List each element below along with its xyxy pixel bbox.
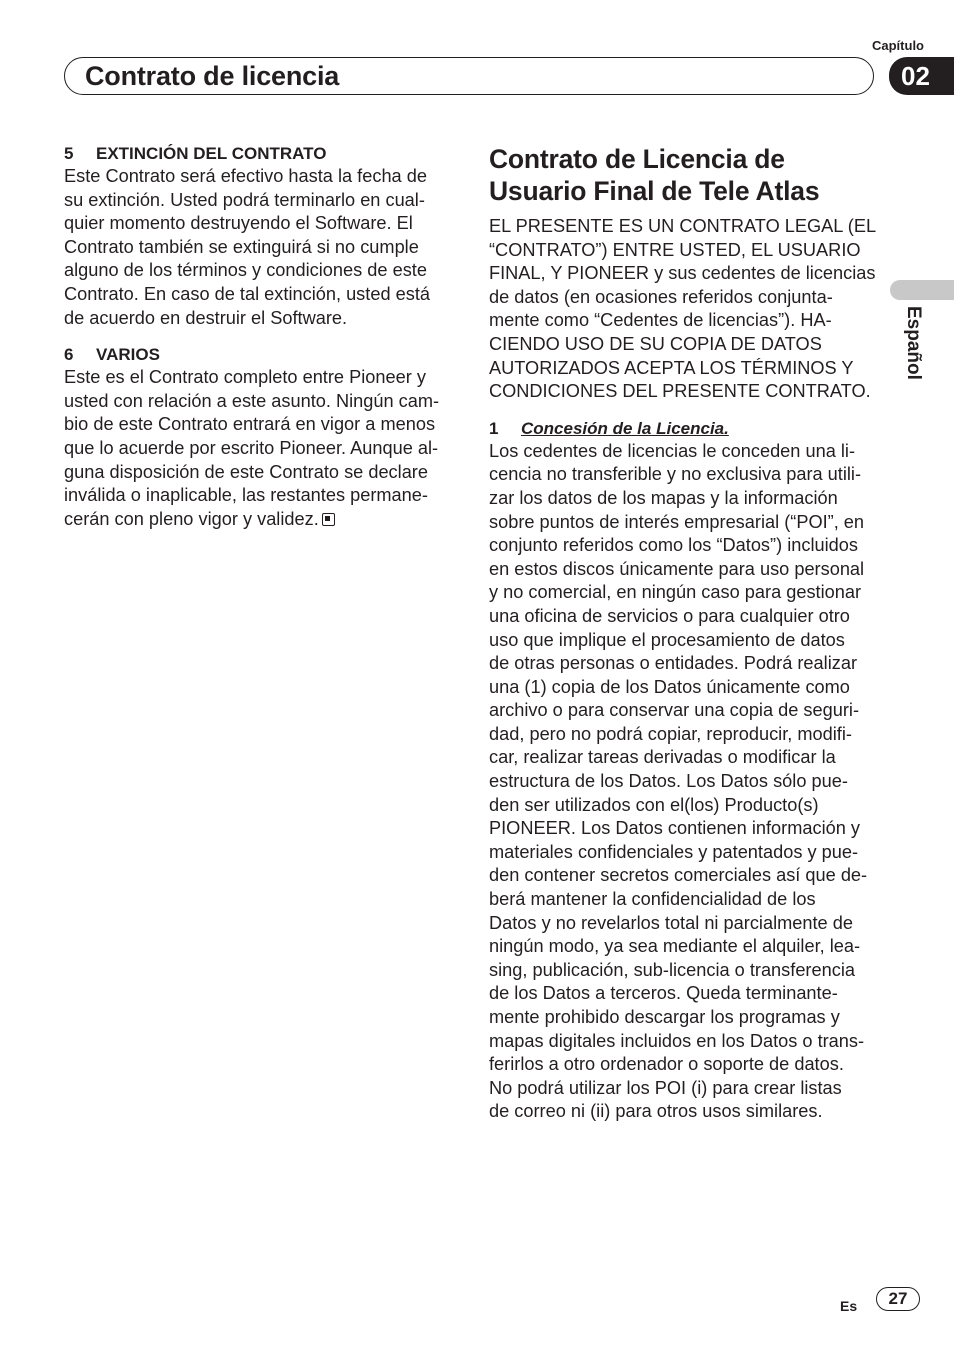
text-line: Este Contrato será efectivo hasta la fecha de <box>64 166 427 186</box>
text-line: CIENDO USO DE SU COPIA DE DATOS <box>489 333 822 354</box>
language-tab-marker <box>890 280 954 300</box>
section-title: EXTINCIÓN DEL CONTRATO <box>96 144 327 163</box>
chapter-number-badge: 02 <box>889 57 954 95</box>
section-1-heading <box>489 418 881 440</box>
text-line: alguno de los términos y condiciones de este <box>64 260 427 281</box>
language-tab-label: Español <box>903 306 924 380</box>
text-line: Contrato. En caso de tal extinción, usted está <box>64 283 430 304</box>
text-line: en estos discos únicamente para uso personal <box>489 558 865 579</box>
text-line: que lo acuerde por escrito Pioneer. Aunque al- <box>64 437 439 458</box>
text-line: uso que implique el procesamiento de datos <box>489 629 845 650</box>
text-line: berá mantener la confidencialidad de los <box>489 889 816 910</box>
text-line: AUTORIZADOS ACEPTA LOS TÉRMINOS Y <box>489 357 854 378</box>
text-line: inválida o inaplicable, las restantes permane- <box>64 485 428 506</box>
text-line: No podrá utilizar los POI (i) para crear listas <box>489 1077 842 1098</box>
page-number: 27 <box>876 1287 920 1311</box>
section-number: 1 <box>489 418 499 438</box>
text-line: de otras personas o entidades. Podrá realizar <box>489 653 858 674</box>
text-line: EL PRESENTE ES UN CONTRATO LEGAL (EL <box>489 216 877 236</box>
text-line: quier momento destruyendo el Software. El <box>64 213 413 234</box>
footer-language-code: Es <box>840 1298 858 1314</box>
text-line: bio de este Contrato entrará en vigor a menos <box>64 414 436 435</box>
page-title: Contrato de licencia <box>85 61 340 91</box>
text-line: car, realizar tareas derivadas o modificar la <box>489 747 836 768</box>
text-line: una (1) copia de los Datos únicamente como <box>489 676 850 697</box>
text-line-content: cerán con pleno vigor y validez. <box>64 508 319 529</box>
text-line: archivo o para conservar una copia de seguri- <box>489 700 860 721</box>
intro-paragraph <box>489 215 881 404</box>
text-line: sobre puntos de interés empresarial (“POI”, en <box>489 511 865 532</box>
text-line: zar los datos de los mapas y la información <box>489 487 838 508</box>
section-title: VARIOS <box>96 345 160 365</box>
text-line: Contrato también se extinguirá si no cumple <box>64 236 419 257</box>
text-line: mapas digitales incluidos en los Datos o trans- <box>489 1030 865 1051</box>
text-line: de acuerdo en destruir el Software. <box>64 307 348 328</box>
text-line: y no comercial, en ningún caso para gestionar <box>489 582 862 603</box>
text-line: ferirlos a otro ordenador o soporte de datos. <box>489 1054 844 1075</box>
end-of-section-icon <box>322 513 335 526</box>
title-line: Usuario Final de Tele Atlas <box>489 176 820 206</box>
text-line: CONDICIONES DEL PRESENTE CONTRATO. <box>489 381 871 402</box>
text-line: su extinción. Usted podrá terminarlo en cual- <box>64 189 425 210</box>
text-line: mente como “Cedentes de licencias”). HA- <box>489 310 832 331</box>
text-line: den contener secretos comerciales así que de- <box>489 865 868 886</box>
section-5-body <box>64 165 456 330</box>
text-line: de correo ni (ii) para otros usos similares. <box>489 1101 823 1122</box>
text-line: guna disposición de este Contrato se declare <box>64 461 428 482</box>
text-line: estructura de los Datos. Los Datos sólo pue- <box>489 771 848 792</box>
text-line: “CONTRATO”) ENTRE USTED, EL USUARIO <box>489 239 861 260</box>
text-line: FINAL, Y PIONEER y sus cedentes de licencias <box>489 263 876 284</box>
text-line: Los cedentes de licencias le conceden una li- <box>489 440 856 461</box>
text-line <box>64 508 456 532</box>
text-line: de los Datos a terceros. Queda terminante- <box>489 983 838 1004</box>
text-line: Este es el Contrato completo entre Pioneer y <box>64 367 426 388</box>
text-line: materiales confidenciales y patentados y pue- <box>489 841 859 862</box>
text-line: den ser utilizados con el(los) Producto(s) <box>489 794 819 815</box>
text-line: usted con relación a este asunto. Ningún cam- <box>64 390 440 411</box>
section-6-body <box>64 366 456 531</box>
text-line: conjunto referidos como los “Datos”) incluidos <box>489 535 858 556</box>
section-5-heading <box>64 143 456 165</box>
text-line: cencia no transferible y no exclusiva para utili- <box>489 464 862 485</box>
section-number: 5 <box>64 144 74 163</box>
right-column <box>489 143 881 1124</box>
text-line: sing, publicación, sub-licencia o transferencia <box>489 959 855 980</box>
section-number: 6 <box>64 345 74 365</box>
chapter-label: Capítulo <box>872 38 924 53</box>
text-line: PIONEER. Los Datos contienen información y <box>489 818 860 839</box>
text-line: mente prohibido descargar los programas y <box>489 1007 840 1027</box>
text-line: de datos (en ocasiones referidos conjunta- <box>489 286 833 307</box>
section-title: Concesión de la Licencia. <box>521 418 729 438</box>
text-line: una oficina de servicios o para cualquier otro <box>489 605 850 626</box>
text-line: ningún modo, ya sea mediante el alquiler, lea- <box>489 936 861 957</box>
header-bar <box>64 57 874 95</box>
text-line: Datos y no revelarlos total ni parcialmente de <box>489 912 853 933</box>
title-line: Contrato de Licencia de <box>489 144 785 174</box>
section-title-large <box>489 143 881 207</box>
left-column <box>64 143 456 531</box>
section-6-heading <box>64 344 456 366</box>
section-1-body <box>489 440 881 1124</box>
text-line: dad, pero no podrá copiar, reproducir, modifi- <box>489 723 852 744</box>
